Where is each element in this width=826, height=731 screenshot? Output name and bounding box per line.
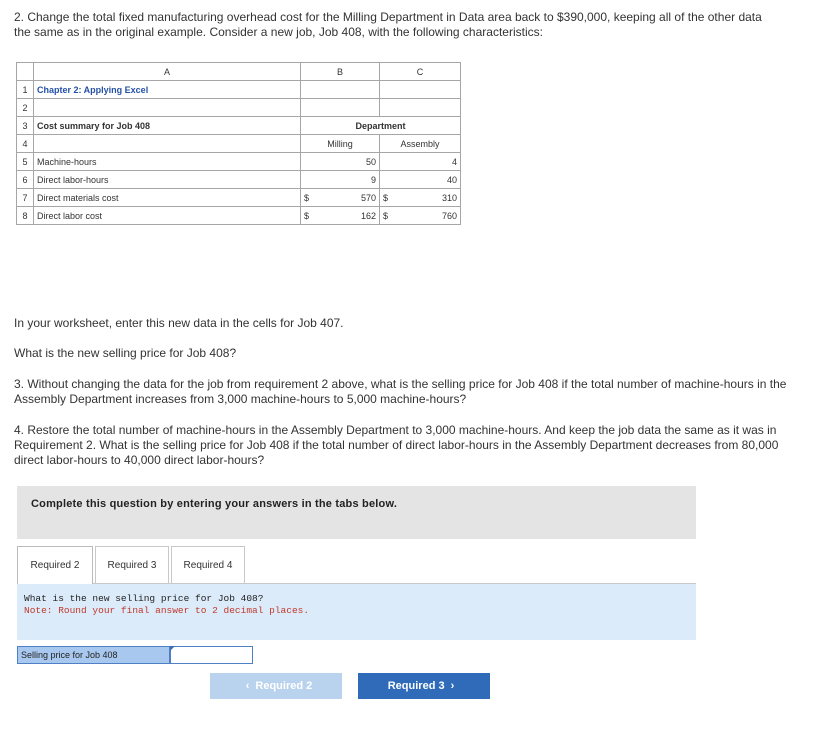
- dollar-sign: [301, 171, 321, 189]
- panel-note: Note: Round your final answer to 2 decimal places.: [24, 605, 310, 616]
- assembly-value: 760: [400, 207, 461, 225]
- spreadsheet: [16, 62, 461, 225]
- col-header-a: A: [34, 63, 301, 81]
- prev-button-label: Required 2: [255, 680, 313, 692]
- assembly-header: Assembly: [380, 135, 461, 153]
- row-label: Direct labor cost: [34, 207, 301, 225]
- row-number: 7: [17, 189, 34, 207]
- dollar-sign: [380, 171, 400, 189]
- assembly-value: 40: [400, 171, 461, 189]
- dollar-sign: $: [301, 207, 321, 225]
- next-button-label: Required 3: [387, 680, 445, 692]
- instruction-banner: [17, 486, 696, 539]
- row-number: 8: [17, 207, 34, 225]
- instruction-text: Complete this question by entering your answers in the tabs below.: [31, 498, 398, 510]
- assembly-value: 310: [400, 189, 461, 207]
- row-number: 3: [17, 117, 34, 135]
- sheet-title: Chapter 2: Applying Excel: [34, 81, 301, 99]
- requirement-4-text: 4. Restore the total number of machine-hours in the Assembly Department to 3,000 machine-hours. And keep the job data the same as it was in Requirement 2. What is the selling price for Job 408 if the total number of direct labor-hours in the Assembly Department decreases from 80,000 direct labor-hours to 40,000 direct labor-hours?: [14, 423, 779, 467]
- dollar-sign: $: [301, 189, 321, 207]
- milling-value: 9: [321, 171, 380, 189]
- tab-required-4[interactable]: Required 4: [171, 546, 245, 584]
- question-text: What is the new selling price for Job 408?: [14, 346, 237, 360]
- input-marker: [170, 646, 175, 651]
- tab-required-2[interactable]: Required 2: [17, 546, 93, 584]
- milling-value: 162: [321, 207, 380, 225]
- row-label: Direct materials cost: [34, 189, 301, 207]
- dollar-sign: $: [380, 207, 400, 225]
- dollar-sign: [380, 153, 400, 171]
- row-number: 5: [17, 153, 34, 171]
- cost-summary-label: Cost summary for Job 408: [34, 117, 301, 135]
- row-number: 2: [17, 99, 34, 117]
- row-label: Direct labor-hours: [34, 171, 301, 189]
- prev-button[interactable]: [210, 673, 342, 699]
- dollar-sign: $: [380, 189, 400, 207]
- milling-value: 50: [321, 153, 380, 171]
- question-panel: [17, 584, 696, 640]
- row-number: 1: [17, 81, 34, 99]
- selling-price-input[interactable]: [170, 646, 253, 664]
- next-button[interactable]: [358, 673, 490, 699]
- row-number: 4: [17, 135, 34, 153]
- answer-label: Selling price for Job 408: [17, 646, 170, 664]
- assembly-value: 4: [400, 153, 461, 171]
- dollar-sign: [301, 153, 321, 171]
- worksheet-instruction: In your worksheet, enter this new data in the cells for Job 407.: [14, 316, 344, 330]
- department-header: Department: [301, 117, 461, 135]
- col-header-c: C: [380, 63, 461, 81]
- requirement-3-text: 3. Without changing the data for the job from requirement 2 above, what is the selling price for Job 408 if the total number of machine-hours in the Assembly Department increases from 3,000 machine-hours to 5,000 machine-hours?: [14, 377, 787, 406]
- corner-cell: [17, 63, 34, 81]
- milling-value: 570: [321, 189, 380, 207]
- intro-text: 2. Change the total fixed manufacturing overhead cost for the Milling Department in Data area back to $390,000, keeping all of the other data the same as in the original example. Consider a new job, Job 408, with the following characteristics:: [14, 10, 762, 39]
- row-number: 6: [17, 171, 34, 189]
- chevron-right-icon: ›: [450, 680, 455, 692]
- tab-required-3[interactable]: Required 3: [95, 546, 169, 584]
- col-header-b: B: [301, 63, 380, 81]
- panel-question: What is the new selling price for Job 408?: [24, 593, 264, 604]
- row-label: Machine-hours: [34, 153, 301, 171]
- chevron-left-icon: ‹: [245, 680, 250, 692]
- milling-header: Milling: [301, 135, 380, 153]
